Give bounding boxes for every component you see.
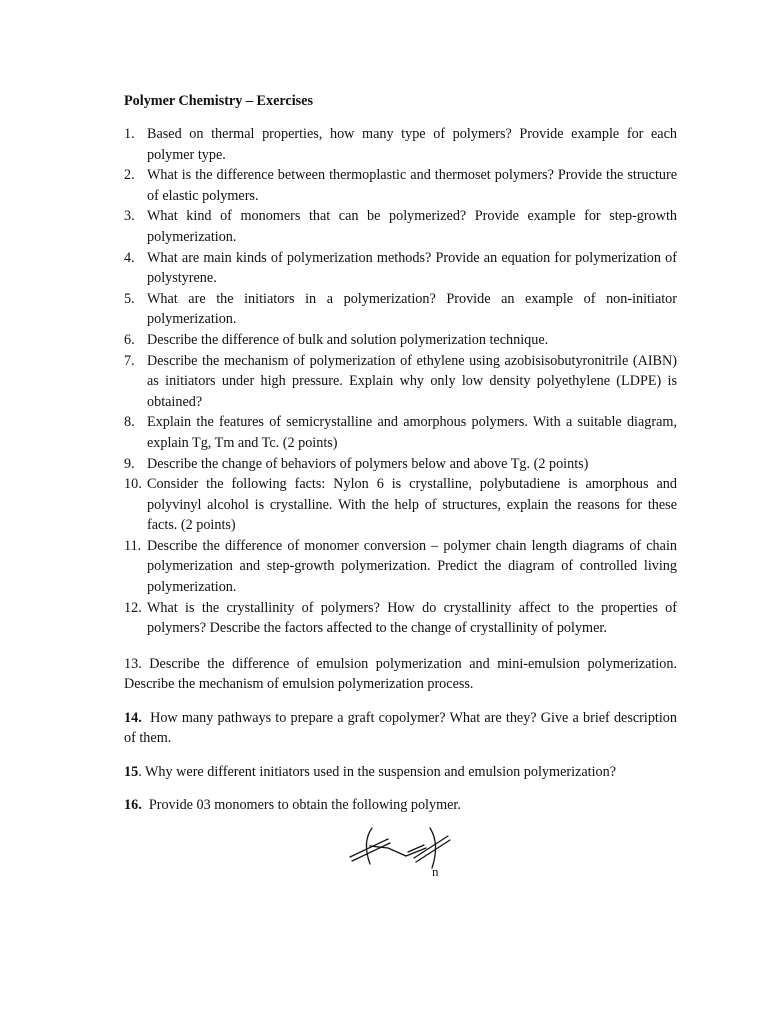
question-text: Describe the difference of monomer conversion – polymer chain length diagrams of chain polymerization and step-growth polymerization. Predict the diagram of controlled living polymerization. — [147, 537, 677, 596]
list-item — [124, 124, 677, 165]
question-text: Describe the change of behaviors of polymers below and above Tg. (2 points) — [147, 455, 589, 472]
question-number: 1. — [124, 126, 135, 142]
backbone-bond — [388, 848, 406, 856]
list-item — [124, 206, 677, 247]
question-number: 5. — [124, 290, 135, 307]
list-item — [124, 289, 677, 330]
question-number: 11. — [124, 537, 142, 554]
question-number: 4. — [124, 249, 135, 266]
question-number: 10. — [124, 476, 142, 493]
list-item — [124, 330, 677, 351]
question-number: 6. — [124, 331, 135, 348]
list-item — [124, 248, 677, 289]
question-number: 9. — [124, 455, 135, 472]
question-number: 2. — [124, 167, 135, 184]
right-bracket-line — [416, 840, 450, 862]
question-number: 7. — [124, 352, 135, 369]
question-text: How many pathways to prepare a graft copolymer? What are they? Give a brief description of them. — [124, 709, 677, 746]
question-text: Consider the following facts: Nylon 6 is crystalline, polybutadiene is amorphous and polyvinyl alcohol is crystalline. With the help of structures, explain the reasons for these facts. (2 points) — [147, 476, 677, 534]
double-bond-line — [408, 845, 424, 852]
list-item — [124, 474, 677, 536]
question-number: 12. — [124, 599, 142, 616]
question-text: Describe the mechanism of polymerization of ethylene using azobisisobutyronitrile (AIBN) as initiators under high pressure. Explain why only low density polyethylene (LDPE) is obtained? — [147, 352, 677, 410]
question-15 — [124, 762, 677, 782]
document-page — [124, 91, 677, 815]
question-13: 13. Describe the difference of emulsion polymerization and mini-emulsion polymerization. Describe the mechanism of emulsion polymerization process. — [124, 655, 677, 692]
list-item — [124, 536, 677, 598]
question-text: What are the initiators in a polymerization? Provide an example of non-initiator polymerization. — [147, 290, 677, 328]
list-item — [124, 412, 677, 453]
question-text: Describe the difference of bulk and solution polymerization technique. — [147, 331, 549, 348]
question-text: What is the difference between thermoplastic and thermoset polymers? Provide the structure of elastic polymers. — [147, 167, 677, 204]
list-item — [124, 165, 677, 206]
question-list — [124, 124, 677, 639]
question-number: 8. — [124, 414, 135, 431]
question-text: Explain the features of semicrystalline and amorphous polymers. With a suitable diagram, explain Tg, Tm and Tc. (2 points) — [147, 414, 677, 451]
polymer-structure-figure — [348, 824, 452, 880]
question-number: 15 — [124, 763, 139, 780]
question-14 — [124, 708, 677, 748]
question-text: What is the crystallinity of polymers? How do crystallinity affect to the properties of polymers? Describe the factors affected to the change of crystallinity of polymer. — [147, 599, 677, 637]
question-text: Based on thermal properties, how many type of polymers? Provide example for each polymer type. — [147, 126, 677, 163]
question-text: Provide 03 monomers to obtain the following polymer. — [148, 796, 461, 813]
subscript-n: n — [432, 864, 439, 879]
question-text: What kind of monomers that can be polymerized? Provide example for step-growth polymerization. — [147, 208, 677, 245]
list-item — [124, 351, 677, 413]
right-bracket-curve — [430, 828, 436, 868]
question-number: 3. — [124, 208, 135, 225]
page-title: Polymer Chemistry – Exercises — [124, 93, 313, 109]
list-item — [124, 598, 677, 639]
question-16 — [124, 795, 677, 815]
question-text: What are main kinds of polymerization methods? Provide an equation for polymerization of polystyrene. — [147, 249, 677, 287]
question-text: . Why were different initiators used in the suspension and emulsion polymerization? — [138, 763, 616, 780]
question-number: 16. — [124, 796, 142, 813]
question-number: 14. — [124, 709, 142, 726]
list-item — [124, 454, 677, 475]
